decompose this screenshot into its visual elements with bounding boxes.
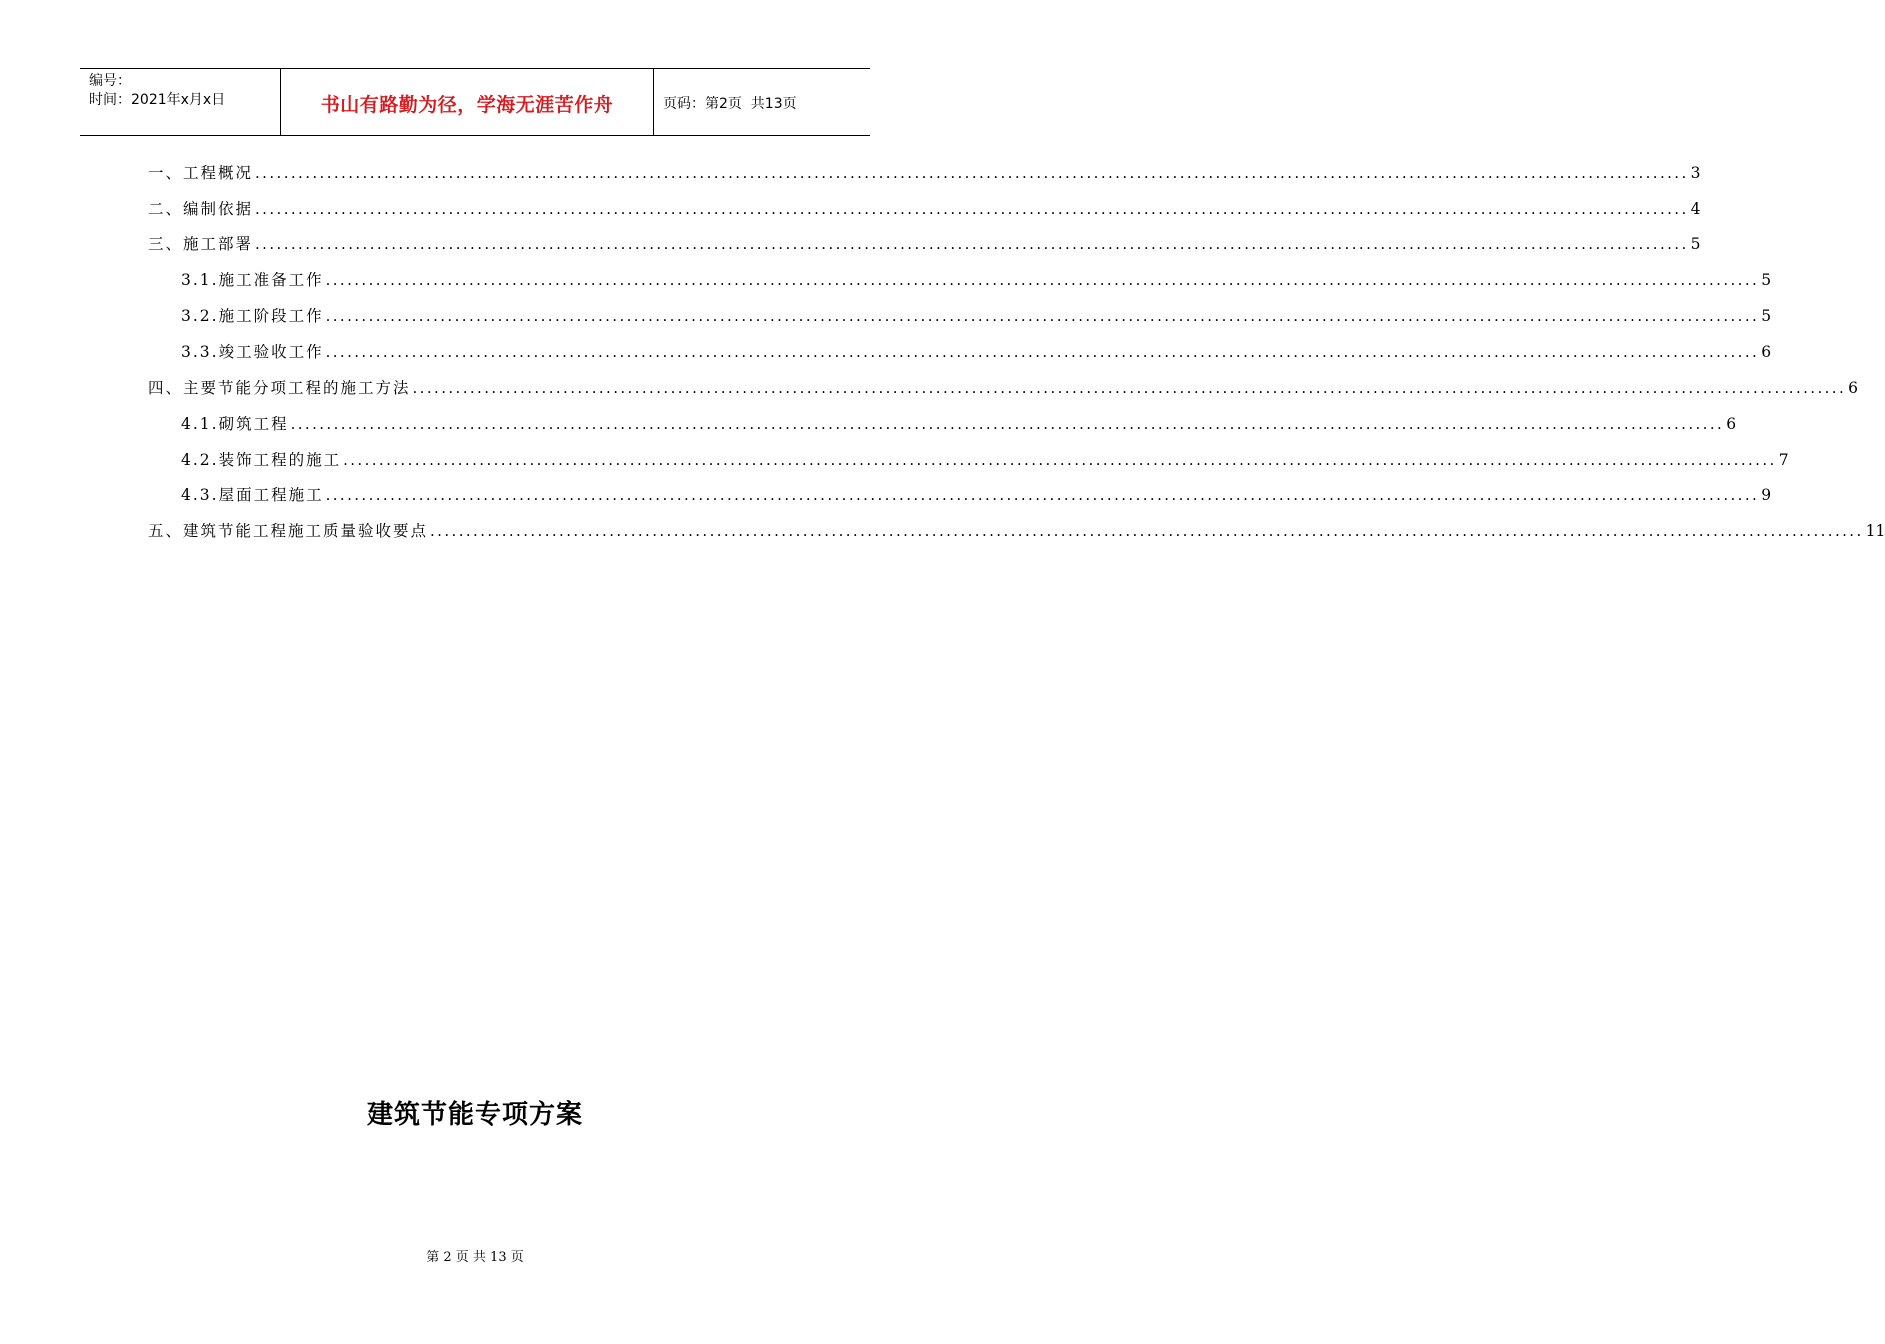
header-meta — [80, 69, 281, 135]
toc-item[interactable] — [181, 305, 1772, 327]
toc-leader: ........................................................................................................................................................................................................ — [430, 522, 1864, 540]
toc-item-title: 3.2.施工阶段工作 — [181, 307, 324, 325]
toc-leader: ........................................................................................................................................................................................................ — [255, 164, 1689, 182]
toc-leader: ........................................................................................................................................................................................................ — [343, 451, 1777, 469]
toc-item-title: 三、施工部署 — [148, 235, 254, 253]
toc-leader: ........................................................................................................................................................................................................ — [325, 486, 1760, 504]
toc-item-page: 11 — [1865, 522, 1885, 540]
toc-item[interactable] — [148, 377, 1859, 399]
toc-item[interactable] — [181, 413, 1737, 435]
toc-item-title: 4.1.砌筑工程 — [181, 415, 289, 433]
toc-item-page: 5 — [1690, 235, 1701, 253]
toc-item[interactable] — [181, 269, 1772, 291]
toc-leader: ........................................................................................................................................................................................................ — [325, 307, 1760, 325]
toc-item[interactable] — [148, 198, 1701, 220]
page-footer: 第 2 页 共 13 页 — [426, 1250, 524, 1265]
page-header — [80, 68, 870, 136]
toc-item-title: 二、编制依据 — [148, 200, 254, 218]
header-page-info: 页码：第2页 共13页 — [663, 96, 797, 112]
toc-item-page: 5 — [1761, 307, 1772, 325]
toc-item-page: 6 — [1761, 343, 1772, 361]
toc-leader: ........................................................................................................................................................................................................ — [325, 271, 1760, 289]
toc-item-page: 4 — [1690, 200, 1701, 218]
toc-item-page: 6 — [1848, 379, 1859, 397]
toc-leader: ........................................................................................................................................................................................................ — [325, 343, 1760, 361]
toc-item[interactable] — [148, 233, 1701, 255]
number-label: 编号： — [89, 73, 131, 89]
toc-item[interactable] — [148, 162, 1701, 184]
toc-item-page: 9 — [1761, 486, 1772, 504]
toc-item-title: 4.2.装饰工程的施工 — [181, 451, 342, 469]
toc-item[interactable] — [181, 484, 1772, 506]
toc-item-page: 7 — [1778, 451, 1789, 469]
toc-item-page: 3 — [1690, 164, 1701, 182]
toc-item-page: 6 — [1726, 415, 1737, 433]
toc-item-title: 3.1.施工准备工作 — [181, 271, 324, 289]
toc-item[interactable] — [181, 341, 1772, 363]
toc-item-title: 一、工程概况 — [148, 164, 254, 182]
toc-leader: ........................................................................................................................................................................................................ — [412, 379, 1847, 397]
document-title: 建筑节能专项方案 — [366, 1100, 583, 1130]
time-label: 时间：2021年x月x日 — [89, 92, 226, 108]
toc-leader: ........................................................................................................................................................................................................ — [255, 200, 1689, 218]
toc-item-title: 4.3.屋面工程施工 — [181, 486, 324, 504]
toc-leader: ........................................................................................................................................................................................................ — [255, 235, 1689, 253]
toc-item[interactable] — [181, 449, 1789, 471]
toc-item-title: 五、建筑节能工程施工质量验收要点 — [148, 522, 429, 540]
toc-item[interactable] — [148, 520, 1885, 542]
toc-item-page: 5 — [1761, 271, 1772, 289]
toc-item-title: 3.3.竣工验收工作 — [181, 343, 324, 361]
toc-item-title: 四、主要节能分项工程的施工方法 — [148, 379, 411, 397]
toc-leader: ........................................................................................................................................................................................................ — [290, 415, 1725, 433]
header-motto: 书山有路勤为径，学海无涯苦作舟 — [281, 69, 654, 135]
